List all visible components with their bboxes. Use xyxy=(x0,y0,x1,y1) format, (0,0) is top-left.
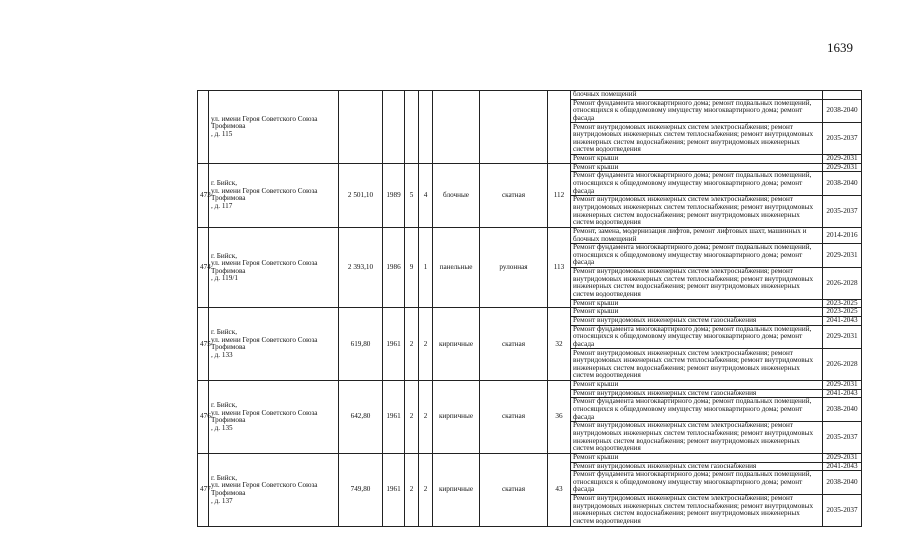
building-entrances xyxy=(419,91,433,164)
building-residents xyxy=(548,91,571,164)
work-type: Ремонт крыши xyxy=(571,155,823,164)
work-type: Ремонт внутридомовых инженерных систем электроснабжения; ремонт внутридомовых инженерных систем теплоснабжения; ремонт внутридомовых инженерных систем водоснабжения; ремонт внутридомовых инженерных систем водоотведения xyxy=(571,422,823,454)
work-period: 2026-2028 xyxy=(823,349,862,381)
work-type: Ремонт крыши xyxy=(571,381,823,390)
building-walls: панельные xyxy=(433,228,480,308)
building-residents: 32 xyxy=(548,308,571,381)
building-entrances: 2 xyxy=(419,381,433,454)
page-number: 1639 xyxy=(827,40,853,55)
building-residents: 113 xyxy=(548,228,571,308)
building-year xyxy=(383,91,405,164)
building-address xyxy=(209,163,339,227)
building-floors: 9 xyxy=(405,228,419,308)
address-line: , д. 117 xyxy=(211,202,233,210)
work-type: Ремонт внутридомовых инженерных систем электроснабжения; ремонт внутридомовых инженерных систем теплоснабжения; ремонт внутридомовых инженерных систем водоснабжения; ремонт внутридомовых инженерных систем водоотведения xyxy=(571,494,823,526)
building-walls: кирпичные xyxy=(433,454,480,527)
table-row xyxy=(198,91,862,100)
work-period: 2023-2025 xyxy=(823,308,862,317)
building-walls: блочные xyxy=(433,163,480,227)
address-line: , д. 119/1 xyxy=(211,274,238,283)
work-type: Ремонт внутридомовых инженерных систем электроснабжения; ремонт внутридомовых инженерных систем теплоснабжения; ремонт внутридомовых инженерных систем водоснабжения; ремонт внутридомовых инженерных систем водоотведения xyxy=(571,267,823,299)
address-line: г. Бийск, xyxy=(211,179,238,188)
building-entrances: 2 xyxy=(419,454,433,527)
building-address xyxy=(209,308,339,381)
work-type: Ремонт, замена, модернизация лифтов, ремонт лифтовых шахт, машинных и блочных помещений xyxy=(571,228,823,244)
work-type: Ремонт фундамента многоквартирного дома; ремонт подвальных помещений, относящихся к общедомовому имуществу многоквартирного дома; ремонт фасада xyxy=(571,244,823,268)
work-period: 2035-2037 xyxy=(823,494,862,526)
table-row xyxy=(198,308,862,317)
building-entrances: 2 xyxy=(419,308,433,381)
building-area: 642,80 xyxy=(339,381,383,454)
work-period: 2038-2040 xyxy=(823,172,862,196)
building-roof xyxy=(480,91,548,164)
address-line: ул. имени Героя Советского Союза Трофимова xyxy=(211,335,318,352)
table-row xyxy=(198,454,862,463)
building-year: 1989 xyxy=(383,163,405,227)
building-floors: 2 xyxy=(405,308,419,381)
building-entrances: 4 xyxy=(419,163,433,227)
work-type: Ремонт крыши xyxy=(571,454,823,463)
work-type: Ремонт крыши xyxy=(571,299,823,308)
work-type: Ремонт внутридомовых инженерных систем газоснабжения xyxy=(571,389,823,398)
building-address xyxy=(209,454,339,527)
building-floors xyxy=(405,91,419,164)
building-walls xyxy=(433,91,480,164)
building-roof: скатная xyxy=(480,163,548,227)
building-year: 1986 xyxy=(383,228,405,308)
work-type: Ремонт фундамента многоквартирного дома; ремонт подвальных помещений, относящихся к общедомовому имуществу многоквартирного дома; ремонт фасада xyxy=(571,398,823,422)
work-period: 2029-2031 xyxy=(823,163,862,172)
work-period: 2038-2040 xyxy=(823,398,862,422)
address-line: г. Бийск, xyxy=(211,401,238,410)
work-period: 2035-2037 xyxy=(823,422,862,454)
work-type: Ремонт крыши xyxy=(571,163,823,172)
building-roof: скатная xyxy=(480,381,548,454)
capital-repair-table xyxy=(197,90,862,527)
work-type: Ремонт фундамента многоквартирного дома; ремонт подвальных помещений, относящихся к общедомовому имуществу многоквартирного дома; ремонт фасада xyxy=(571,172,823,196)
building-walls: кирпичные xyxy=(433,308,480,381)
building-number: 474 xyxy=(198,228,209,308)
building-number: 476 xyxy=(198,381,209,454)
building-walls: кирпичные xyxy=(433,381,480,454)
work-period: 2038-2040 xyxy=(823,99,862,123)
address-line: ул. имени Героя Советского Союза Трофимова xyxy=(211,114,318,131)
building-floors: 5 xyxy=(405,163,419,227)
building-area xyxy=(339,91,383,164)
building-roof: скатная xyxy=(480,454,548,527)
building-year: 1961 xyxy=(383,381,405,454)
work-period: 2014-2016 xyxy=(823,228,862,244)
work-period xyxy=(823,91,862,100)
building-residents: 36 xyxy=(548,381,571,454)
building-area: 749,80 xyxy=(339,454,383,527)
building-residents: 43 xyxy=(548,454,571,527)
address-line: ул. имени Героя Советского Союза Трофимова xyxy=(211,408,318,425)
address-line: г. Бийск, xyxy=(211,251,238,260)
address-line: г. Бийск, xyxy=(211,473,238,482)
building-address xyxy=(209,381,339,454)
work-period: 2038-2040 xyxy=(823,471,862,495)
work-type: Ремонт внутридомовых инженерных систем электроснабжения; ремонт внутридомовых инженерных систем теплоснабжения; ремонт внутридомовых инженерных систем водоснабжения; ремонт внутридомовых инженерных систем водоотведения xyxy=(571,196,823,228)
building-number: 475 xyxy=(198,308,209,381)
address-line: , д. 135 xyxy=(211,423,233,432)
work-type: Ремонт крыши xyxy=(571,308,823,317)
work-period: 2041-2043 xyxy=(823,462,862,471)
table-body xyxy=(198,91,862,527)
work-type: Ремонт фундамента многоквартирного дома; ремонт подвальных помещений, относящихся к общедомовому имуществу многоквартирного дома; ремонт фасада xyxy=(571,471,823,495)
work-period: 2029-2031 xyxy=(823,244,862,268)
work-type: Ремонт внутридомовых инженерных систем газоснабжения xyxy=(571,462,823,471)
building-roof: рулонная xyxy=(480,228,548,308)
work-type: Ремонт внутридомовых инженерных систем электроснабжения; ремонт внутридомовых инженерных систем теплоснабжения; ремонт внутридомовых инженерных систем водоснабжения; ремонт внутридомовых инженерных систем водоотведения xyxy=(571,123,823,155)
building-residents: 112 xyxy=(548,163,571,227)
building-floors: 2 xyxy=(405,381,419,454)
work-period: 2041-2043 xyxy=(823,317,862,326)
work-period: 2023-2025 xyxy=(823,299,862,308)
building-number: 477 xyxy=(198,454,209,527)
work-period: 2035-2037 xyxy=(823,196,862,228)
building-floors: 2 xyxy=(405,454,419,527)
work-period: 2041-2043 xyxy=(823,389,862,398)
address-line: , д. 115 xyxy=(211,129,233,138)
address-line: ул. имени Героя Советского Союза Трофимова xyxy=(211,186,318,203)
work-type: Ремонт внутридомовых инженерных систем газоснабжения xyxy=(571,317,823,326)
building-year: 1961 xyxy=(383,454,405,527)
work-type: блочных помещений xyxy=(571,91,823,100)
building-area: 619,80 xyxy=(339,308,383,381)
work-period: 2029-2031 xyxy=(823,325,862,349)
work-type: Ремонт фундамента многоквартирного дома; ремонт подвальных помещений, относящихся к общедомовому имуществу многоквартирного дома; ремонт фасада xyxy=(571,325,823,349)
work-type: Ремонт внутридомовых инженерных систем электроснабжения; ремонт внутридомовых инженерных систем теплоснабжения; ремонт внутридомовых инженерных систем водоснабжения; ремонт внутридомовых инженерных систем водоотведения xyxy=(571,349,823,381)
building-roof: скатная xyxy=(480,308,548,381)
building-number: 473 xyxy=(198,163,209,227)
address-line: г. Бийск, xyxy=(211,328,238,337)
address-line: ул. имени Героя Советского Союза Трофимова xyxy=(211,481,318,497)
table-row xyxy=(198,381,862,390)
address-line: ул. имени Героя Советского Союза Трофимова xyxy=(211,259,318,275)
building-address xyxy=(209,91,339,164)
work-period: 2029-2031 xyxy=(823,155,862,164)
building-year: 1961 xyxy=(383,308,405,381)
building-area: 2 501,10 xyxy=(339,163,383,227)
work-period: 2035-2037 xyxy=(823,123,862,155)
work-period: 2029-2031 xyxy=(823,381,862,390)
building-address xyxy=(209,228,339,308)
building-entrances: 1 xyxy=(419,228,433,308)
table-row xyxy=(198,228,862,244)
work-period: 2026-2028 xyxy=(823,267,862,299)
address-line: , д. 133 xyxy=(211,350,233,359)
work-period: 2029-2031 xyxy=(823,454,862,463)
work-type: Ремонт фундамента многоквартирного дома; ремонт подвальных помещений, относящихся к общедомовому имуществу многоквартирного дома; ремонт фасада xyxy=(571,99,823,123)
building-number xyxy=(198,91,209,164)
building-area: 2 393,10 xyxy=(339,228,383,308)
address-line: , д. 137 xyxy=(211,496,233,505)
